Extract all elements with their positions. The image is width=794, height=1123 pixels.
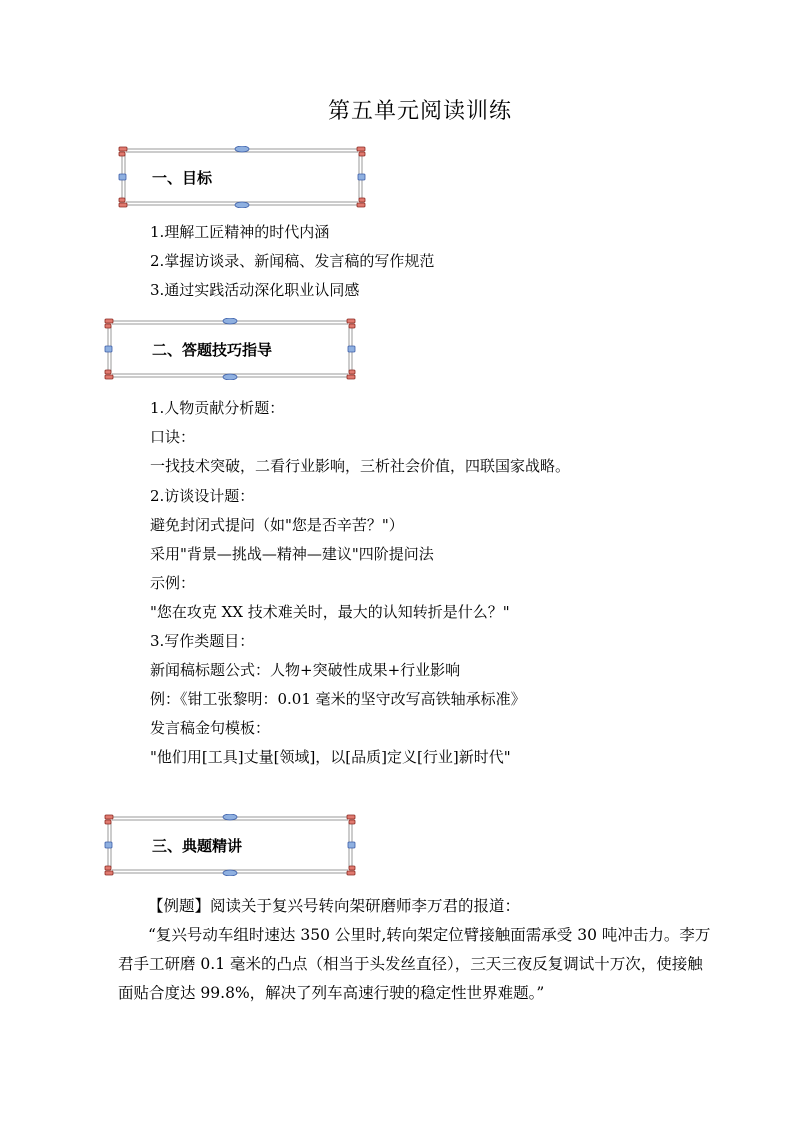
goal-item: 2.掌握访谈录、新闻稿、发言稿的写作规范 [150, 252, 435, 270]
tip-line: 2.访谈设计题： [150, 487, 255, 505]
tip-line: 例：《钳工张黎明：0.01 毫米的坚守改写高铁轴承标准》 [150, 690, 526, 708]
tip-line: 3.写作类题目： [150, 632, 255, 650]
goal-item: 3.通过实践活动深化职业认同感 [150, 281, 360, 299]
tip-line: 发言稿金句模板： [150, 719, 271, 737]
section-heading: 一、目标 [152, 168, 213, 187]
section-heading-frame-1 [118, 146, 366, 208]
goal-item: 1.理解工匠精神的时代内涵 [150, 223, 330, 241]
tip-line: 采用"背景—挑战—精神—建议"四阶提问法 [150, 545, 434, 563]
tip-line: 新闻稿标题公式：人物+突破性成果+行业影响 [150, 661, 461, 679]
tip-line: 一找技术突破，二看行业影响，三析社会价值，四联国家战略。 [150, 457, 571, 475]
section-heading-frame-3 [104, 814, 356, 876]
tip-line: "他们用[工具]丈量[领域]，以[品质]定义[行业]新时代" [150, 748, 511, 766]
example-block [118, 892, 718, 1008]
section-heading-frame-2 [104, 318, 356, 380]
tip-line: 1.人物贡献分析题： [150, 399, 285, 417]
example-intro: 【例题】阅读关于复兴号转向架研磨师李万君的报道： [148, 897, 521, 915]
example-quote: “复兴号动车组时速达 350 公里时,转向架定位臂接触面需承受 30 吨冲击力。李万君手工研磨 0.1 毫米的凸点（相当于头发丝直径），三天三夜反复调试十万次，使接触面贴合度达 99.8%，解决了列车高速行驶的稳定性世界难题。” [118, 926, 711, 1002]
tip-line: 避免封闭式提问（如"您是否辛苦？"） [150, 516, 404, 534]
tip-line: 示例： [150, 574, 196, 592]
section-heading: 二、答题技巧指导 [152, 340, 273, 359]
page-title: 第五单元阅读训练 [327, 99, 512, 124]
tip-line: "您在攻克 XX 技术难关时，最大的认知转折是什么？" [150, 603, 510, 621]
section-heading: 三、典题精讲 [152, 836, 243, 855]
tip-line: 口诀： [150, 428, 196, 446]
